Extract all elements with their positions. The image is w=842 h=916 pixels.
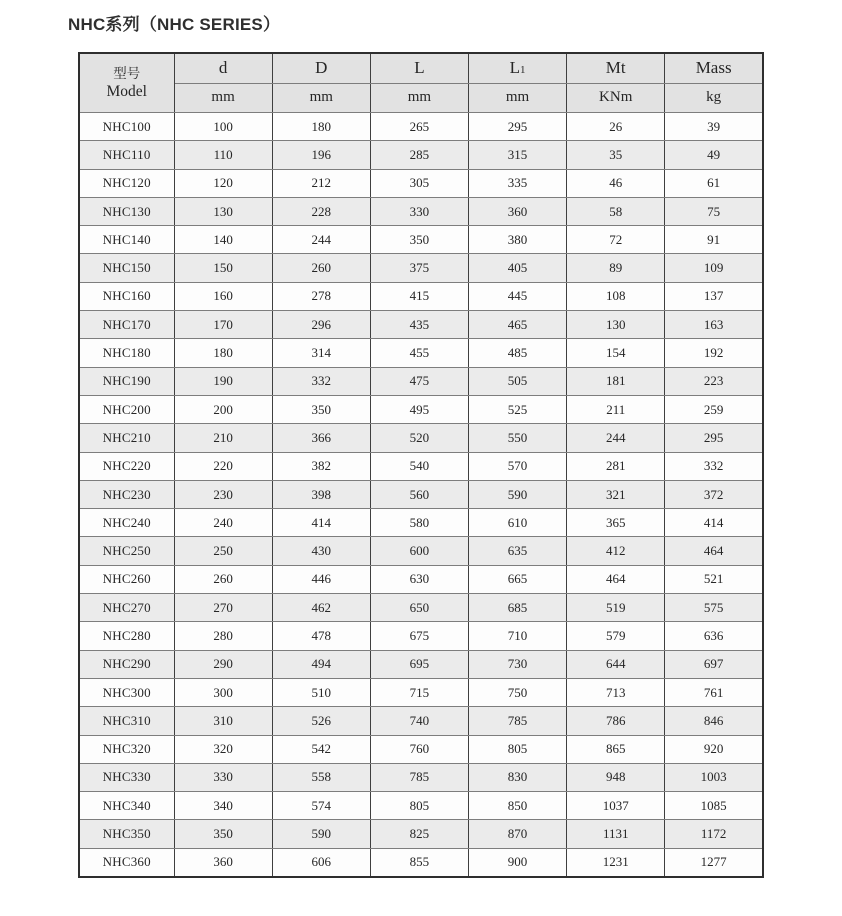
cell-value: 590 bbox=[272, 820, 370, 848]
col-unit-l1: mm bbox=[468, 83, 566, 113]
table-row-nhc320 bbox=[79, 735, 763, 763]
cell-value: 382 bbox=[272, 452, 370, 480]
cell-value: 305 bbox=[370, 169, 468, 197]
cell-value: 558 bbox=[272, 763, 370, 791]
cell-model: NHC340 bbox=[79, 792, 174, 820]
cell-model: NHC360 bbox=[79, 848, 174, 877]
table-row-nhc190 bbox=[79, 367, 763, 395]
cell-value: 715 bbox=[370, 678, 468, 706]
cell-model: NHC130 bbox=[79, 197, 174, 225]
cell-value: 180 bbox=[272, 113, 370, 141]
cell-value: 154 bbox=[567, 339, 665, 367]
cell-value: 1231 bbox=[567, 848, 665, 877]
cell-value: 315 bbox=[468, 141, 566, 169]
cell-value: 405 bbox=[468, 254, 566, 282]
cell-value: 200 bbox=[174, 395, 272, 423]
cell-value: 320 bbox=[174, 735, 272, 763]
cell-model: NHC240 bbox=[79, 509, 174, 537]
cell-value: 110 bbox=[174, 141, 272, 169]
cell-value: 785 bbox=[370, 763, 468, 791]
cell-value: 710 bbox=[468, 622, 566, 650]
cell-value: 192 bbox=[665, 339, 763, 367]
cell-model: NHC220 bbox=[79, 452, 174, 480]
cell-value: 290 bbox=[174, 650, 272, 678]
cell-value: 570 bbox=[468, 452, 566, 480]
cell-value: 89 bbox=[567, 254, 665, 282]
cell-value: 435 bbox=[370, 311, 468, 339]
cell-model: NHC120 bbox=[79, 169, 174, 197]
cell-value: 695 bbox=[370, 650, 468, 678]
col-header-d: d bbox=[174, 53, 272, 83]
cell-model: NHC140 bbox=[79, 226, 174, 254]
cell-value: 375 bbox=[370, 254, 468, 282]
cell-value: 26 bbox=[567, 113, 665, 141]
nhc-spec-table bbox=[78, 52, 764, 878]
cell-value: 335 bbox=[468, 169, 566, 197]
cell-value: 730 bbox=[468, 650, 566, 678]
cell-value: 1277 bbox=[665, 848, 763, 877]
cell-value: 108 bbox=[567, 282, 665, 310]
cell-value: 414 bbox=[272, 509, 370, 537]
cell-value: 163 bbox=[665, 311, 763, 339]
cell-value: 805 bbox=[468, 735, 566, 763]
cell-value: 49 bbox=[665, 141, 763, 169]
cell-value: 550 bbox=[468, 424, 566, 452]
cell-value: 665 bbox=[468, 565, 566, 593]
cell-value: 35 bbox=[567, 141, 665, 169]
cell-model: NHC110 bbox=[79, 141, 174, 169]
cell-value: 760 bbox=[370, 735, 468, 763]
cell-value: 244 bbox=[567, 424, 665, 452]
col-header-subscript: 1 bbox=[519, 64, 526, 77]
cell-value: 265 bbox=[370, 113, 468, 141]
cell-model: NHC280 bbox=[79, 622, 174, 650]
cell-model: NHC100 bbox=[79, 113, 174, 141]
cell-value: 281 bbox=[567, 452, 665, 480]
cell-value: 140 bbox=[174, 226, 272, 254]
cell-value: 510 bbox=[272, 678, 370, 706]
cell-value: 445 bbox=[468, 282, 566, 310]
cell-model: NHC330 bbox=[79, 763, 174, 791]
cell-value: 332 bbox=[272, 367, 370, 395]
cell-value: 900 bbox=[468, 848, 566, 877]
table-row-nhc200 bbox=[79, 395, 763, 423]
table-row-nhc300 bbox=[79, 678, 763, 706]
table-row-nhc170 bbox=[79, 311, 763, 339]
cell-value: 285 bbox=[370, 141, 468, 169]
cell-value: 332 bbox=[665, 452, 763, 480]
table-row-nhc260 bbox=[79, 565, 763, 593]
cell-value: 350 bbox=[174, 820, 272, 848]
cell-value: 505 bbox=[468, 367, 566, 395]
cell-model: NHC230 bbox=[79, 480, 174, 508]
col-header-mt: Mt bbox=[567, 53, 665, 83]
cell-value: 575 bbox=[665, 594, 763, 622]
cell-value: 58 bbox=[567, 197, 665, 225]
cell-value: 920 bbox=[665, 735, 763, 763]
cell-value: 825 bbox=[370, 820, 468, 848]
cell-value: 260 bbox=[174, 565, 272, 593]
table-row-nhc330 bbox=[79, 763, 763, 791]
cell-value: 212 bbox=[272, 169, 370, 197]
cell-value: 196 bbox=[272, 141, 370, 169]
cell-value: 464 bbox=[665, 537, 763, 565]
table-row-nhc140 bbox=[79, 226, 763, 254]
cell-value: 697 bbox=[665, 650, 763, 678]
cell-value: 100 bbox=[174, 113, 272, 141]
cell-value: 350 bbox=[272, 395, 370, 423]
cell-value: 495 bbox=[370, 395, 468, 423]
cell-value: 1003 bbox=[665, 763, 763, 791]
cell-value: 278 bbox=[272, 282, 370, 310]
cell-value: 455 bbox=[370, 339, 468, 367]
table-row-nhc230 bbox=[79, 480, 763, 508]
cell-model: NHC290 bbox=[79, 650, 174, 678]
table-row-nhc310 bbox=[79, 707, 763, 735]
cell-model: NHC310 bbox=[79, 707, 174, 735]
cell-value: 130 bbox=[174, 197, 272, 225]
cell-value: 61 bbox=[665, 169, 763, 197]
col-header-l1: L1 bbox=[468, 53, 566, 83]
table-row-nhc290 bbox=[79, 650, 763, 678]
model-header-label-en: Model bbox=[106, 82, 147, 100]
header-row-labels bbox=[79, 53, 763, 83]
cell-value: 330 bbox=[174, 763, 272, 791]
cell-value: 785 bbox=[468, 707, 566, 735]
cell-value: 414 bbox=[665, 509, 763, 537]
cell-value: 220 bbox=[174, 452, 272, 480]
cell-value: 46 bbox=[567, 169, 665, 197]
cell-model: NHC210 bbox=[79, 424, 174, 452]
table-row-nhc160 bbox=[79, 282, 763, 310]
cell-model: NHC180 bbox=[79, 339, 174, 367]
table-row-nhc280 bbox=[79, 622, 763, 650]
cell-value: 223 bbox=[665, 367, 763, 395]
cell-value: 398 bbox=[272, 480, 370, 508]
col-unit-d: mm bbox=[174, 83, 272, 113]
cell-value: 296 bbox=[272, 311, 370, 339]
cell-value: 465 bbox=[468, 311, 566, 339]
cell-value: 850 bbox=[468, 792, 566, 820]
cell-value: 295 bbox=[665, 424, 763, 452]
cell-model: NHC150 bbox=[79, 254, 174, 282]
cell-value: 350 bbox=[370, 226, 468, 254]
cell-value: 180 bbox=[174, 339, 272, 367]
col-header-mass: Mass bbox=[665, 53, 763, 83]
cell-model: NHC270 bbox=[79, 594, 174, 622]
cell-value: 540 bbox=[370, 452, 468, 480]
cell-model: NHC250 bbox=[79, 537, 174, 565]
cell-value: 713 bbox=[567, 678, 665, 706]
cell-value: 75 bbox=[665, 197, 763, 225]
cell-value: 250 bbox=[174, 537, 272, 565]
table-row-nhc180 bbox=[79, 339, 763, 367]
cell-value: 72 bbox=[567, 226, 665, 254]
cell-value: 650 bbox=[370, 594, 468, 622]
cell-value: 630 bbox=[370, 565, 468, 593]
cell-model: NHC170 bbox=[79, 311, 174, 339]
cell-value: 542 bbox=[272, 735, 370, 763]
cell-value: 270 bbox=[174, 594, 272, 622]
cell-value: 330 bbox=[370, 197, 468, 225]
cell-value: 228 bbox=[272, 197, 370, 225]
col-unit-l: mm bbox=[370, 83, 468, 113]
cell-value: 579 bbox=[567, 622, 665, 650]
cell-value: 190 bbox=[174, 367, 272, 395]
cell-value: 560 bbox=[370, 480, 468, 508]
table-row-nhc110 bbox=[79, 141, 763, 169]
cell-model: NHC350 bbox=[79, 820, 174, 848]
cell-value: 240 bbox=[174, 509, 272, 537]
table-row-nhc240 bbox=[79, 509, 763, 537]
cell-value: 259 bbox=[665, 395, 763, 423]
model-header-label-cn: 型号 bbox=[113, 65, 141, 81]
cell-value: 365 bbox=[567, 509, 665, 537]
cell-value: 526 bbox=[272, 707, 370, 735]
cell-value: 610 bbox=[468, 509, 566, 537]
cell-value: 91 bbox=[665, 226, 763, 254]
col-header-d: D bbox=[272, 53, 370, 83]
cell-value: 280 bbox=[174, 622, 272, 650]
cell-value: 494 bbox=[272, 650, 370, 678]
cell-value: 130 bbox=[567, 311, 665, 339]
cell-value: 380 bbox=[468, 226, 566, 254]
cell-value: 372 bbox=[665, 480, 763, 508]
cell-value: 170 bbox=[174, 311, 272, 339]
cell-value: 948 bbox=[567, 763, 665, 791]
cell-value: 865 bbox=[567, 735, 665, 763]
col-unit-mass: kg bbox=[665, 83, 763, 113]
table-row-nhc270 bbox=[79, 594, 763, 622]
cell-value: 360 bbox=[468, 197, 566, 225]
cell-value: 574 bbox=[272, 792, 370, 820]
cell-value: 478 bbox=[272, 622, 370, 650]
cell-value: 846 bbox=[665, 707, 763, 735]
table-row-nhc340 bbox=[79, 792, 763, 820]
cell-model: NHC160 bbox=[79, 282, 174, 310]
cell-value: 462 bbox=[272, 594, 370, 622]
cell-value: 230 bbox=[174, 480, 272, 508]
model-header-cell bbox=[79, 53, 174, 113]
cell-value: 855 bbox=[370, 848, 468, 877]
table-row-nhc210 bbox=[79, 424, 763, 452]
cell-value: 160 bbox=[174, 282, 272, 310]
table-row-nhc120 bbox=[79, 169, 763, 197]
cell-model: NHC200 bbox=[79, 395, 174, 423]
cell-value: 590 bbox=[468, 480, 566, 508]
cell-value: 740 bbox=[370, 707, 468, 735]
cell-value: 600 bbox=[370, 537, 468, 565]
table-row-nhc130 bbox=[79, 197, 763, 225]
cell-value: 636 bbox=[665, 622, 763, 650]
cell-value: 675 bbox=[370, 622, 468, 650]
cell-value: 244 bbox=[272, 226, 370, 254]
cell-value: 475 bbox=[370, 367, 468, 395]
cell-value: 485 bbox=[468, 339, 566, 367]
cell-value: 580 bbox=[370, 509, 468, 537]
cell-value: 870 bbox=[468, 820, 566, 848]
cell-value: 321 bbox=[567, 480, 665, 508]
col-unit-d: mm bbox=[272, 83, 370, 113]
cell-value: 606 bbox=[272, 848, 370, 877]
cell-value: 295 bbox=[468, 113, 566, 141]
cell-value: 260 bbox=[272, 254, 370, 282]
cell-value: 750 bbox=[468, 678, 566, 706]
cell-value: 366 bbox=[272, 424, 370, 452]
header-row-units bbox=[79, 83, 763, 113]
cell-value: 464 bbox=[567, 565, 665, 593]
cell-value: 830 bbox=[468, 763, 566, 791]
table-row-nhc250 bbox=[79, 537, 763, 565]
cell-value: 635 bbox=[468, 537, 566, 565]
cell-model: NHC260 bbox=[79, 565, 174, 593]
table-row-nhc350 bbox=[79, 820, 763, 848]
cell-value: 412 bbox=[567, 537, 665, 565]
cell-value: 211 bbox=[567, 395, 665, 423]
cell-value: 210 bbox=[174, 424, 272, 452]
cell-value: 120 bbox=[174, 169, 272, 197]
cell-value: 685 bbox=[468, 594, 566, 622]
cell-value: 644 bbox=[567, 650, 665, 678]
cell-value: 430 bbox=[272, 537, 370, 565]
cell-value: 181 bbox=[567, 367, 665, 395]
cell-value: 521 bbox=[665, 565, 763, 593]
cell-value: 39 bbox=[665, 113, 763, 141]
cell-value: 525 bbox=[468, 395, 566, 423]
cell-value: 415 bbox=[370, 282, 468, 310]
cell-value: 519 bbox=[567, 594, 665, 622]
cell-model: NHC190 bbox=[79, 367, 174, 395]
table-row-nhc100 bbox=[79, 113, 763, 141]
cell-value: 150 bbox=[174, 254, 272, 282]
cell-value: 314 bbox=[272, 339, 370, 367]
cell-model: NHC320 bbox=[79, 735, 174, 763]
cell-value: 340 bbox=[174, 792, 272, 820]
table-row-nhc360 bbox=[79, 848, 763, 877]
col-unit-mt: KNm bbox=[567, 83, 665, 113]
cell-value: 520 bbox=[370, 424, 468, 452]
cell-value: 360 bbox=[174, 848, 272, 877]
table-row-nhc150 bbox=[79, 254, 763, 282]
cell-value: 137 bbox=[665, 282, 763, 310]
cell-value: 109 bbox=[665, 254, 763, 282]
table-header bbox=[79, 53, 763, 113]
cell-value: 300 bbox=[174, 678, 272, 706]
cell-value: 446 bbox=[272, 565, 370, 593]
cell-value: 1172 bbox=[665, 820, 763, 848]
cell-value: 786 bbox=[567, 707, 665, 735]
cell-value: 310 bbox=[174, 707, 272, 735]
cell-value: 805 bbox=[370, 792, 468, 820]
cell-value: 761 bbox=[665, 678, 763, 706]
table-body bbox=[79, 113, 763, 878]
cell-model: NHC300 bbox=[79, 678, 174, 706]
page-title: NHC系列（NHC SERIES） bbox=[68, 15, 281, 34]
col-header-l: L bbox=[370, 53, 468, 83]
cell-value: 1131 bbox=[567, 820, 665, 848]
cell-value: 1037 bbox=[567, 792, 665, 820]
cell-value: 1085 bbox=[665, 792, 763, 820]
table-row-nhc220 bbox=[79, 452, 763, 480]
